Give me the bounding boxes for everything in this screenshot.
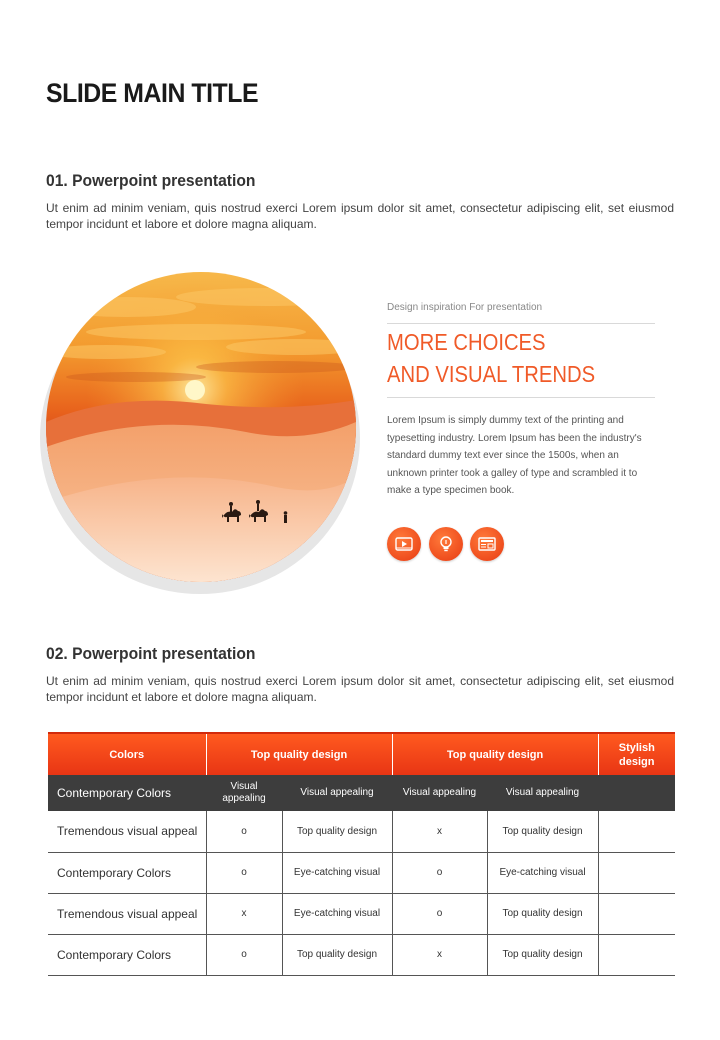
table-subheader-cell: Visual appealing <box>282 775 392 811</box>
table-row <box>48 934 675 975</box>
table-subheader-cell: Visual appealing <box>392 775 487 811</box>
table-cell: Tremendous visual appeal <box>48 893 206 934</box>
table-cell <box>598 893 675 934</box>
feature-blurb: Lorem Ipsum is simply dummy text of the printing and typesetting industry. Lorem Ipsum has been the industry's standard dummy text ever since the 1500s, when an unknown printer took a galley of type and scrambled it to make a type specimen book. <box>387 415 642 496</box>
table-cell: x <box>206 893 282 934</box>
table-cell: Eye-catching visual <box>282 852 392 893</box>
headline-line-2: AND VISUAL TRENDS <box>387 361 596 387</box>
table-subheader-cell <box>598 775 675 811</box>
table-row <box>48 852 675 893</box>
table-cell: Top quality design <box>487 934 598 975</box>
table-cell: Eye-catching visual <box>282 893 392 934</box>
table-cell: o <box>206 852 282 893</box>
lightbulb-icon-glyph <box>436 534 456 554</box>
section-2-body: Ut enim ad minim veniam, quis nostrud exerci Lorem ipsum dolor sit amet, consectetur adipiscing elit, set eiusmod tempor incidunt et labore et dolore magna aliquam. <box>46 674 674 704</box>
table-row <box>48 811 675 852</box>
table-cell: o <box>206 934 282 975</box>
table-cell: x <box>392 934 487 975</box>
table-header-cell: Colors <box>48 733 206 775</box>
comparison-table <box>48 732 675 976</box>
table-cell: Top quality design <box>487 811 598 852</box>
headline-line-1: MORE CHOICES <box>387 329 546 355</box>
table-cell: o <box>206 811 282 852</box>
table-subheader-cell: Contemporary Colors <box>48 775 206 811</box>
section-1-heading: 01. Powerpoint presentation <box>46 171 256 190</box>
table-header-row <box>48 733 675 775</box>
table-cell <box>598 852 675 893</box>
table-cell: o <box>392 852 487 893</box>
feature-kicker: Design inspiration For presentation <box>387 302 543 313</box>
table-cell <box>598 811 675 852</box>
news-icon-glyph <box>477 534 497 554</box>
desert-sunset-image <box>46 272 356 582</box>
table-header-cell: Top quality design <box>392 733 598 775</box>
section-2-heading: 02. Powerpoint presentation <box>46 644 256 663</box>
table-header-cell: Stylish design <box>598 733 675 775</box>
divider-top <box>387 323 655 324</box>
table-cell: Top quality design <box>282 934 392 975</box>
video-player-icon-glyph <box>394 534 414 554</box>
section-1-body: Ut enim ad minim veniam, quis nostrud exerci Lorem ipsum dolor sit amet, consectetur adipiscing elit, set eiusmod tempor incidunt et labore et dolore magna aliquam. <box>46 201 674 231</box>
table-row <box>48 893 675 934</box>
table-cell: Tremendous visual appeal <box>48 811 206 852</box>
news-icon[interactable] <box>470 527 504 561</box>
table-cell <box>598 934 675 975</box>
table-cell: Contemporary Colors <box>48 934 206 975</box>
page-title: SLIDE MAIN TITLE <box>46 78 259 108</box>
table-cell: Eye-catching visual <box>487 852 598 893</box>
table-subheader-cell: Visual appealing <box>206 775 282 811</box>
video-player-icon[interactable] <box>387 527 421 561</box>
table-header-cell: Top quality design <box>206 733 392 775</box>
divider-bottom <box>387 397 655 398</box>
feature-headline <box>387 326 595 390</box>
table-cell: x <box>392 811 487 852</box>
table-cell: o <box>392 893 487 934</box>
table-cell: Top quality design <box>282 811 392 852</box>
lightbulb-icon[interactable] <box>429 527 463 561</box>
table-cell: Top quality design <box>487 893 598 934</box>
table-subheader-cell: Visual appealing <box>487 775 598 811</box>
table-cell: Contemporary Colors <box>48 852 206 893</box>
table-subheader-row <box>48 775 675 811</box>
